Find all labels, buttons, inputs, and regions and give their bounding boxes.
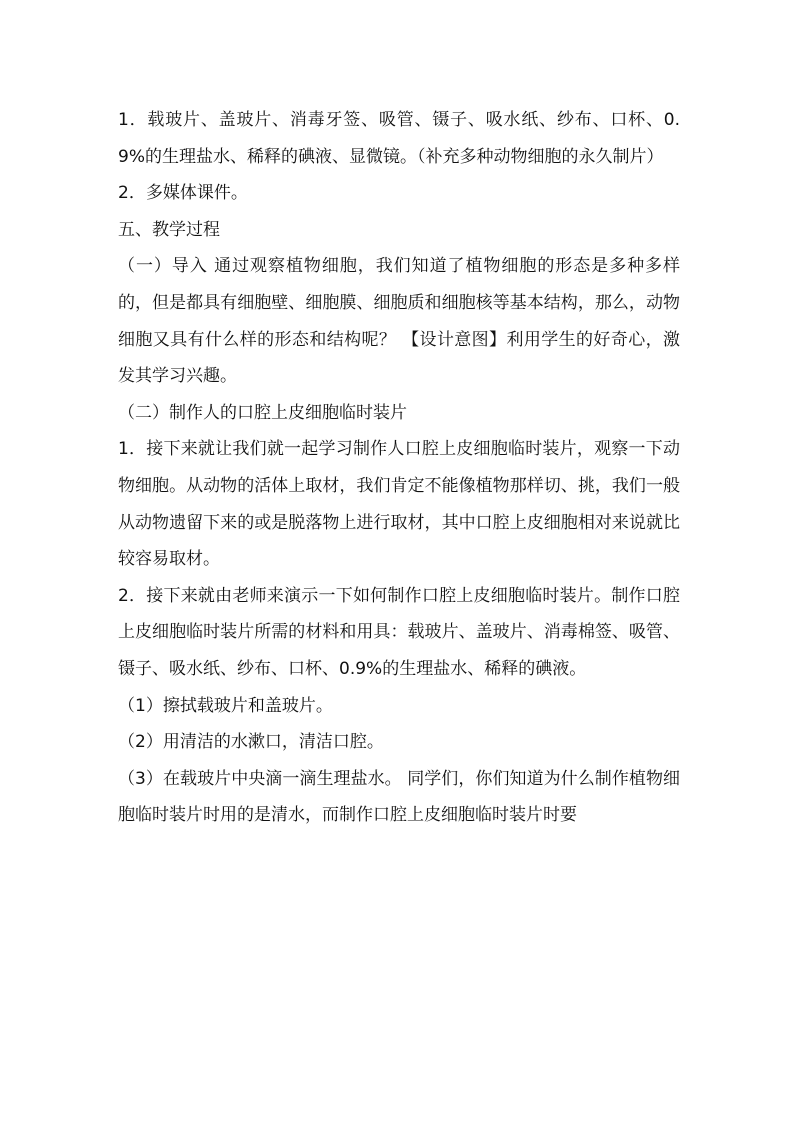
section-heading-teaching-process: 五、教学过程 [118,219,220,240]
list-item-saline-drop: （3）在载玻片中央滴一滴生理盐水。 同学们，你们知道为什么制作植物细胞临时装片时用的是清水，而制作口腔上皮细胞临时装片时要 [118,768,680,826]
paragraph-step-1: 1．接下来就让我们就一起学习制作人口腔上皮细胞临时装片，观察一下动物细胞。从动物的活体上取材，我们肯定不能像植物那样切、挑，我们一般从动物遗留下来的或是脱落物上进行取材，其中口腔上皮细胞相对来说就比较容易取材。 [118,439,680,570]
subheading-oral-epithelial-slide: （二）制作人的口腔上皮细胞临时装片 [118,402,407,423]
list-item-rinse-mouth: （2）用清洁的水漱口，清洁口腔。 [118,732,384,753]
paragraph-multimedia: 2．多媒体课件。 [118,183,248,204]
paragraph-materials: 1．载玻片、盖玻片、消毒牙签、吸管、镊子、吸水纸、纱布、口杯、0.9%的生理盐水、稀释的碘液、显微镜。（补充多种动物细胞的永久制片） [118,110,680,167]
document-page [118,102,680,834]
paragraph-step-2: 2．接下来就由老师来演示一下如何制作口腔上皮细胞临时装片。制作口腔上皮细胞临时装片所需的材料和用具：载玻片、盖玻片、消毒棉签、吸管、镊子、吸水纸、纱布、口杯、0.9%的生理盐水、稀释的碘液。 [118,585,680,679]
paragraph-introduction: （一）导入 通过观察植物细胞，我们知道了植物细胞的形态是多种多样的，但是都具有细胞壁、细胞膜、细胞质和细胞核等基本结构，那么，动物细胞又具有什么样的形态和结构呢？ 【设计意图】利用学生的好奇心，激发其学习兴趣。 [118,256,680,387]
list-item-wipe-slides: （1）擦拭载玻片和盖玻片。 [118,695,333,716]
